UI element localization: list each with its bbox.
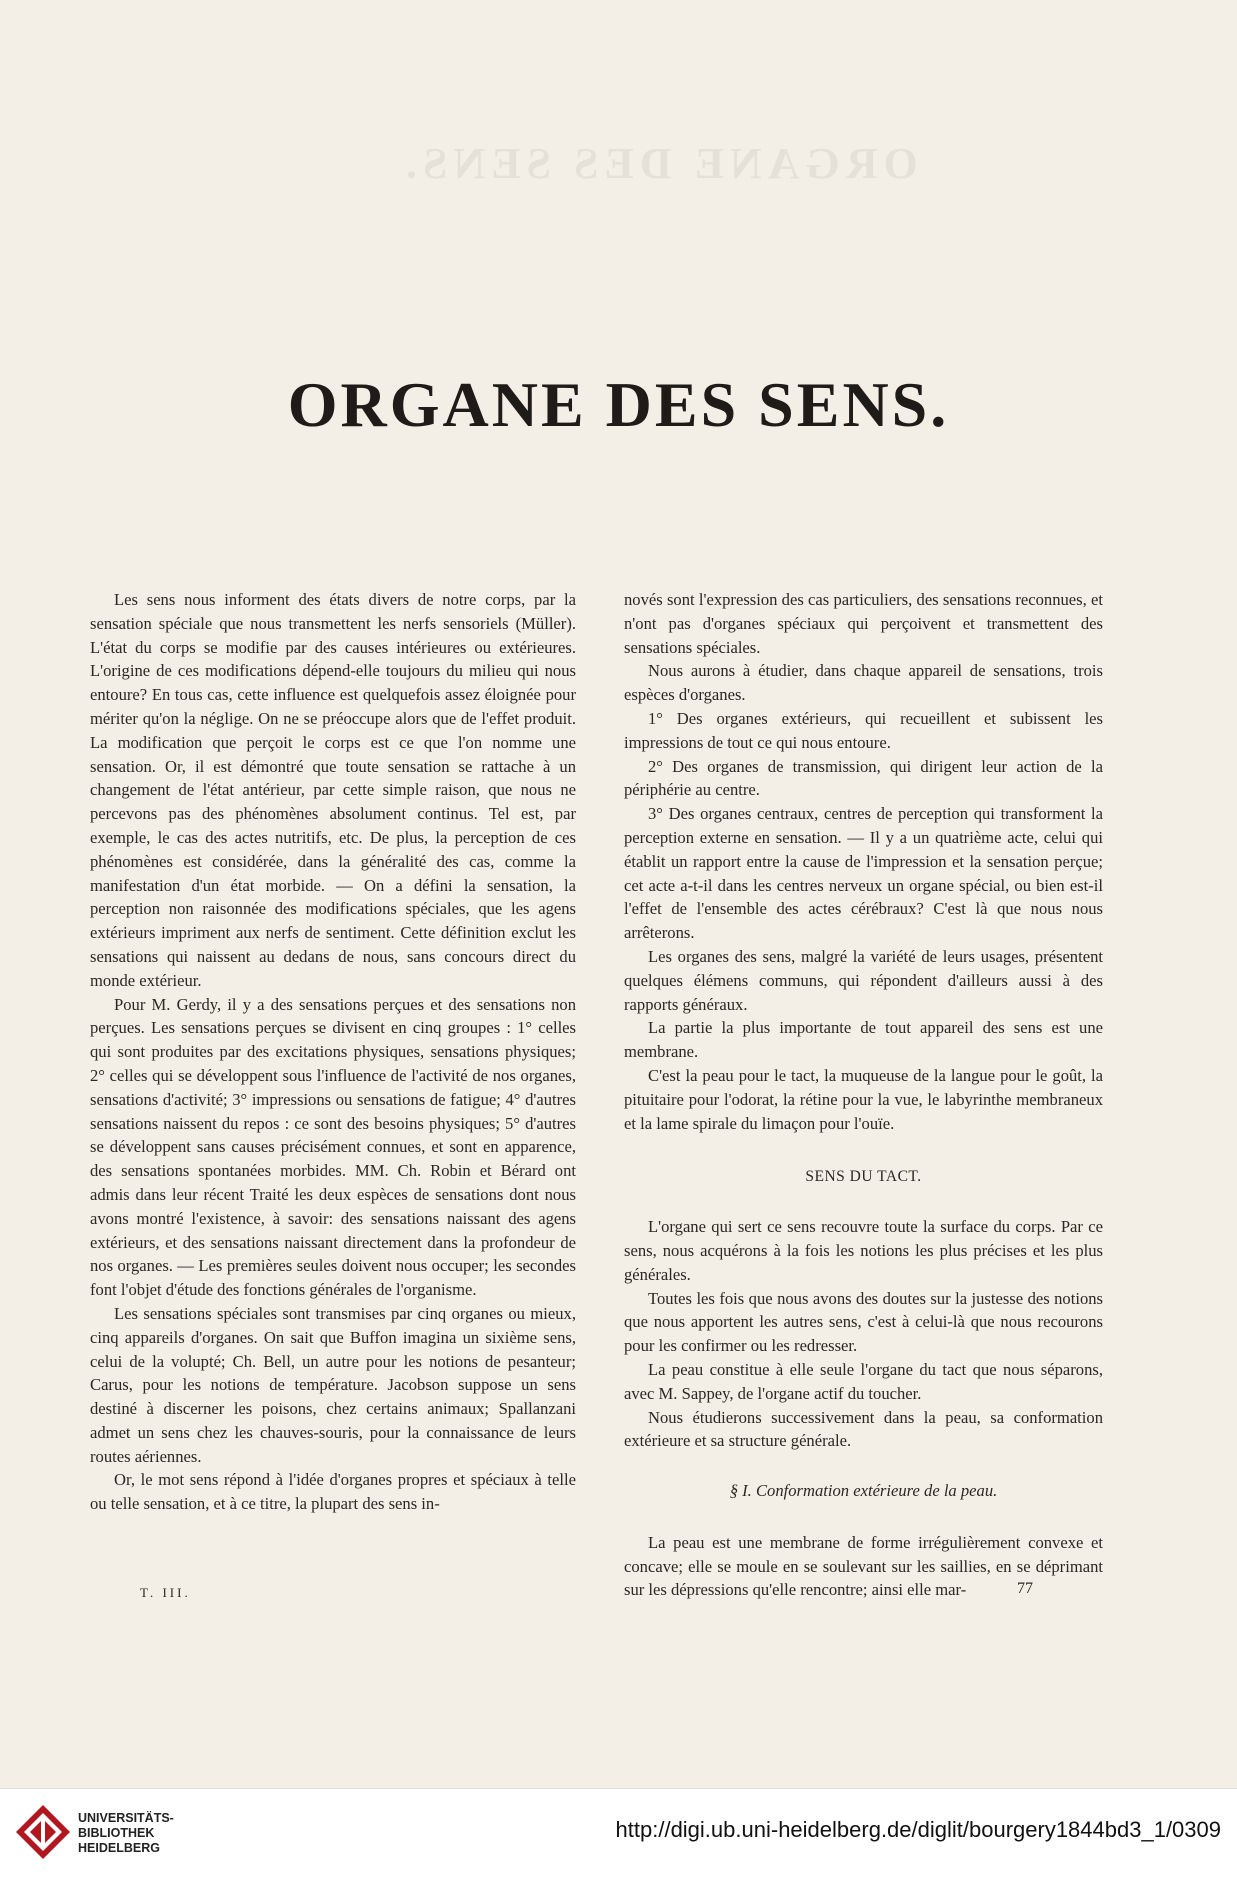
paragraph: C'est la peau pour le tact, la muqueuse de la langue pour le goût, la pituitaire pour l'odorat, la rétine pour la vue, le labyrinthe membraneux et la lame spirale du limaçon pour l'ouïe. [624,1065,1103,1133]
section-heading: SENS DU TACT. [805,1168,922,1186]
paragraph: Les sens nous informent des états divers de notre corps, par la sensation spéciale que nous transmettent les nerfs sensoriels (Müller). L'état du corps se modifie par des causes intérieures ou extérieures. L'origine de ces modifications dépend-elle toujours du milieu qui nous entoure? En tous cas, cette influence est quelquefois assez éloignée pour mériter qu'on la néglige. On ne se préoccupe alors que de l'effet produit. La modification que perçoit le corps est ce que l'on nomme une sensation. Or, il est démontré que toute sensation se rattache à un changement de l'état antérieur, par cette simple raison, que nous ne percevons pas des phénomènes absolument continus. Tel est, par exemple, le cas des actes nutritifs, etc. De plus, la perception de ces phénomènes est considérée, dans la généralité des cas, comme la manifestation d'un état morbide. — On a défini la sensation, la perception non raisonnée des modifications spéciales, que les agens extérieurs impriment aux nerfs de sentiment. Cette définition exclut les sensations qui naissent au dedans de nous, sans concours direct du monde extérieur. [90,590,576,990]
paragraph: L'organe qui sert ce sens recouvre toute la surface du corps. Par ce sens, nous acquérons à la fois les notions les plus précises et les plus générales. [624,1217,1103,1284]
library-name-line: UNIVERSITÄTS- [78,1811,174,1825]
page-number: 77 [1017,1580,1033,1597]
library-name-line: BIBLIOTHEK [78,1826,155,1840]
paragraph: Or, le mot sens répond à l'idée d'organes propres et spéciaux à telle ou telle sensation, et à ce titre, la plupart des sens in- [90,1470,576,1514]
paragraph: 1° Des organes extérieurs, qui recueillent et subissent les impressions de tout ce qui nous entoure. [624,708,1103,752]
right-column [624,588,1103,1602]
left-column [90,588,576,1516]
permalink-url[interactable]: http://digi.ub.uni-heidelberg.de/diglit/bourgery1844bd3_1/0309 [615,1817,1221,1842]
paragraph: novés sont l'expression des cas particuliers, des sensations reconnues, et n'ont pas d'organes spéciaux qui perçoivent et transmettent des sensations spéciales. [624,590,1103,657]
paragraph: Les sensations spéciales sont transmises par cinq organes ou mieux, cinq appareils d'organes. On sait que Buffon imagina un sixième sens, celui de la volupté; Ch. Bell, un autre pour les notions de pesanteur; Carus, pour les notions de température. Jacobson suppose un sens destiné à discerner les poisons, chez certains animaux; Spallanzani admet un sens chez les chauves-souris, pour la connaissance de leurs routes aériennes. [90,1303,576,1466]
paragraph: La partie la plus importante de tout appareil des sens est une membrane. [624,1018,1103,1062]
page-title: ORGANE DES SENS. [287,369,950,440]
subsection-heading: § I. Conformation extérieure de la peau. [729,1481,998,1501]
paragraph: Pour M. Gerdy, il y a des sensations perçues et des sensations non perçues. Les sensations perçues se divisent en cinq groupes : 1° celles qui sont produites par des excitations physiques, sensations physiques; 2° celles qui se développent sous l'influence de l'activité de nos organes, sensations d'activité; 3° impressions ou sensations de fatigue; 4° d'autres sensations naissent du repos : ce sont des besoins physiques; 5° d'autres se développent sans causes précisément connues, et sont en apparence, des sensations spontanées morbides. MM. Ch. Robin et Bérard ont admis dans leur récent Traité les deux espèces de sensations dont nous avons montré l'existence, à savoir: des sensations naissant des agens extérieurs, et des sensations naissant directement dans la profondeur de nos organes. — Les premières seules doivent nous occuper; les secondes font l'objet d'étude des fonctions générales de l'organisme. [90,994,576,1300]
book-logo-icon [14,1803,72,1861]
bleed-through-text: ORGANE DES SENS. [400,139,918,188]
library-footer-bar [0,1788,1237,1878]
footer-tome: T. III. [140,1585,191,1600]
paragraph: 2° Des organes de transmission, qui dirigent leur action de la périphérie au centre. [624,756,1103,800]
paragraph: Toutes les fois que nous avons des doutes sur la justesse des notions que nous apportent les autres sens, c'est à celui-là que nous recourons pour les confirmer ou les redresser. [624,1288,1103,1356]
paragraph: La peau constitue à elle seule l'organe du tact que nous séparons, avec M. Sappey, de l'organe actif du toucher. [624,1359,1103,1403]
paragraph: Nous étudierons successivement dans la peau, sa conformation extérieure et sa structure générale. [624,1407,1103,1451]
library-name-line: HEIDELBERG [78,1841,160,1855]
paragraph: 3° Des organes centraux, centres de perception qui transforment la perception externe en sensation. — Il y a un quatrième acte, celui qui établit un rapport entre la cause de l'impression et la sensation perçue; cet acte a-t-il dans les centres nerveux un organe spécial, ou bien est-il l'effet de l'ensemble des actes cérébraux? C'est là que nous nous arrêterons. [624,804,1103,943]
paragraph: Nous aurons à étudier, dans chaque appareil de sensations, trois espèces d'organes. [624,661,1103,705]
paragraph: Les organes des sens, malgré la variété de leurs usages, présentent quelques élémens communs, qui répondent d'ailleurs aussi à des rapports généraux. [624,946,1103,1014]
library-name [78,1811,174,1856]
paragraph: La peau est une membrane de forme irrégulièrement convexe et concave; elle se moule en se soulevant sur les saillies, en se déprimant sur les dépressions qu'elle rencontre; ainsi elle mar- [624,1532,1103,1600]
